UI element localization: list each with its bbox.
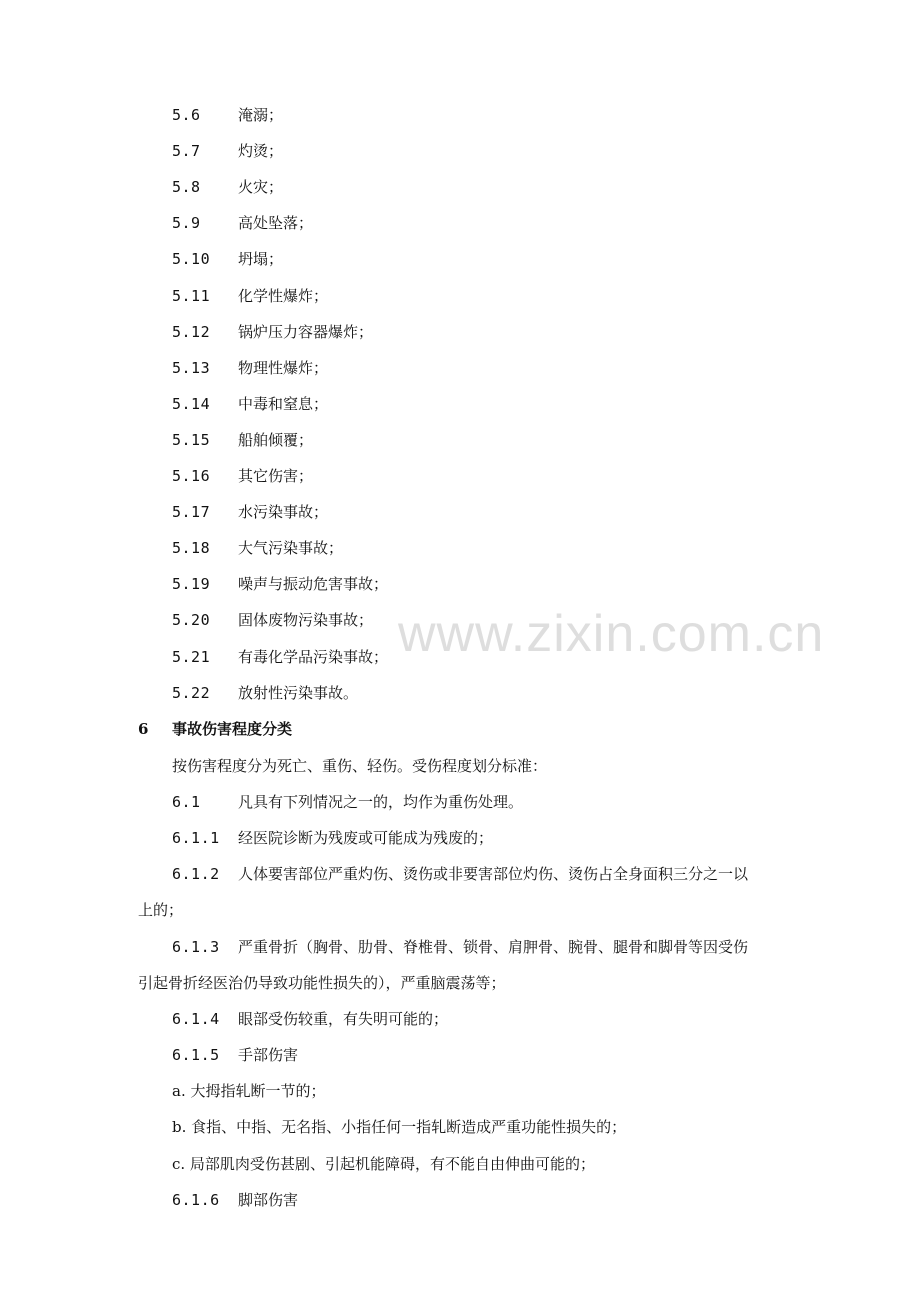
item-text: 固体废物污染事故； [238, 611, 374, 629]
item-text: 火灾； [238, 178, 284, 196]
item-text: 化学性爆炸； [238, 287, 329, 305]
item-number-6-1-3: 6.1.3 [172, 938, 220, 956]
item-text: 锅炉压力容器爆炸； [238, 323, 374, 341]
item-text: 灼烫； [238, 142, 284, 160]
item-number-6-1-1: 6.1.1 [172, 829, 220, 847]
item-text-6-1-6: 脚部伤害 [238, 1191, 299, 1209]
item-number: 5.15 [172, 431, 211, 449]
item-number: 5.10 [172, 250, 211, 268]
item-number-6-1-2: 6.1.2 [172, 865, 220, 883]
item-text-6-1-1: 经医院诊断为残废或可能成为残废的； [238, 829, 494, 847]
sub-item-c: c. 局部肌肉受伤甚剧、引起机能障碍，有不能自由伸曲可能的； [172, 1155, 595, 1173]
item-text: 放射性污染事故。 [238, 684, 359, 702]
item-number: 5.11 [172, 287, 211, 305]
item-number: 5.7 [172, 142, 201, 160]
section-6-number: 6 [138, 720, 149, 738]
sub-item-a: a. 大拇指轧断一节的； [172, 1082, 326, 1100]
item-text: 大气污染事故； [238, 539, 344, 557]
item-number: 5.8 [172, 178, 201, 196]
item-number: 5.14 [172, 395, 211, 413]
item-number: 5.18 [172, 539, 211, 557]
item-text: 高处坠落； [238, 214, 314, 232]
item-text: 其它伤害； [238, 467, 314, 485]
item-number-6-1-5: 6.1.5 [172, 1046, 220, 1064]
item-number: 5.21 [172, 648, 211, 666]
item-text-6-1-2-continued: 上的； [138, 901, 184, 919]
item-number: 5.20 [172, 611, 211, 629]
item-text: 噪声与振动危害事故； [238, 575, 389, 593]
item-text: 物理性爆炸； [238, 359, 329, 377]
item-text: 中毒和窒息； [238, 395, 329, 413]
item-text-6-1-5: 手部伤害 [238, 1046, 299, 1064]
section-6-intro: 按伤害程度分为死亡、重伤、轻伤。受伤程度划分标准： [172, 757, 548, 775]
item-number-6-1-6: 6.1.6 [172, 1191, 220, 1209]
item-text-6-1-2: 人体要害部位严重灼伤、烫伤或非要害部位灼伤、烫伤占全身面积三分之一以 [238, 865, 749, 883]
item-text: 船舶倾覆； [238, 431, 314, 449]
item-text: 水污染事故； [238, 503, 329, 521]
item-number: 5.12 [172, 323, 211, 341]
item-text: 坍塌； [238, 250, 284, 268]
watermark: www.zixin.com.cn [398, 605, 825, 663]
item-number-6-1-4: 6.1.4 [172, 1010, 220, 1028]
item-number: 5.9 [172, 214, 201, 232]
item-number: 5.13 [172, 359, 211, 377]
item-number-6-1: 6.1 [172, 793, 201, 811]
item-number: 5.6 [172, 106, 201, 124]
section-6-title: 事故伤害程度分类 [172, 720, 293, 738]
item-number: 5.16 [172, 467, 211, 485]
item-number: 5.22 [172, 684, 211, 702]
sub-item-b: b. 食指、中指、无名指、小指任何一指轧断造成严重功能性损失的； [172, 1118, 627, 1136]
item-text-6-1: 凡具有下列情况之一的，均作为重伤处理。 [238, 793, 524, 811]
item-text-6-1-3: 严重骨折（胸骨、肋骨、脊椎骨、锁骨、肩胛骨、腕骨、腿骨和脚骨等因受伤 [238, 938, 749, 956]
item-number: 5.19 [172, 575, 211, 593]
item-text: 有毒化学品污染事故； [238, 648, 389, 666]
item-text-6-1-4: 眼部受伤较重，有失明可能的； [238, 1010, 449, 1028]
item-number: 5.17 [172, 503, 211, 521]
item-text: 淹溺； [238, 106, 284, 124]
item-text-6-1-3-continued: 引起骨折经医治仍导致功能性损失的），严重脑震荡等； [138, 974, 506, 992]
